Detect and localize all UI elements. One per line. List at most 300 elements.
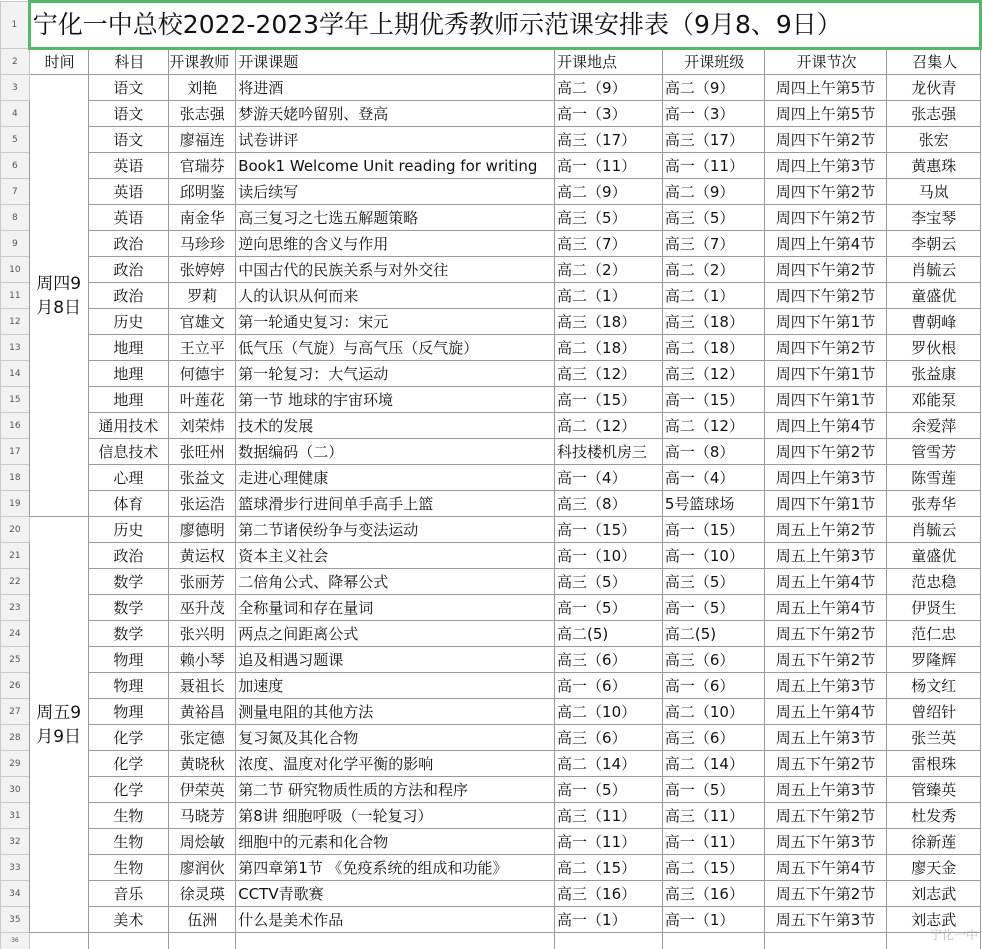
row-number[interactable]: 18 <box>1 465 30 491</box>
topic-cell[interactable]: 浓度、温度对化学平衡的影响 <box>236 751 555 777</box>
location-cell[interactable]: 高三（7） <box>555 231 663 257</box>
subject-cell[interactable]: 信息技术 <box>88 439 169 465</box>
teacher-cell[interactable]: 何德宇 <box>169 361 236 387</box>
class-cell[interactable]: 高一（1） <box>662 907 764 933</box>
period-cell[interactable]: 周四下午第2节 <box>764 205 887 231</box>
row-number[interactable]: 16 <box>1 413 30 439</box>
teacher-cell[interactable]: 叶莲花 <box>169 387 236 413</box>
class-cell[interactable]: 高三（18） <box>662 309 764 335</box>
teacher-cell[interactable]: 巫升茂 <box>169 595 236 621</box>
convener-cell[interactable]: 张寿华 <box>887 491 981 517</box>
subject-cell[interactable]: 地理 <box>88 387 169 413</box>
row-number[interactable]: 12 <box>1 309 30 335</box>
row-number[interactable]: 2 <box>1 49 30 75</box>
period-cell[interactable]: 周四下午第1节 <box>764 361 887 387</box>
period-cell[interactable]: 周五上午第2节 <box>764 517 887 543</box>
subject-cell[interactable]: 数学 <box>88 595 169 621</box>
row-number[interactable]: 33 <box>1 855 30 881</box>
subject-cell[interactable]: 地理 <box>88 335 169 361</box>
teacher-cell[interactable]: 张兴明 <box>169 621 236 647</box>
teacher-cell[interactable]: 张运浩 <box>169 491 236 517</box>
class-cell[interactable]: 高二（9） <box>662 179 764 205</box>
topic-cell[interactable]: Book1 Welcome Unit reading for writing <box>236 153 555 179</box>
location-cell[interactable]: 高二（18） <box>555 335 663 361</box>
location-cell[interactable]: 高二（14） <box>555 751 663 777</box>
location-cell[interactable]: 科技楼机房三 <box>555 439 663 465</box>
row-number[interactable]: 20 <box>1 517 30 543</box>
period-cell[interactable]: 周四下午第2节 <box>764 283 887 309</box>
topic-cell[interactable]: 第二节 研究物质性质的方法和程序 <box>236 777 555 803</box>
period-cell[interactable]: 周五上午第3节 <box>764 543 887 569</box>
period-cell[interactable]: 周五上午第3节 <box>764 725 887 751</box>
teacher-cell[interactable]: 张益文 <box>169 465 236 491</box>
row-number[interactable]: 23 <box>1 595 30 621</box>
row-number[interactable]: 36 <box>1 933 30 949</box>
location-cell[interactable]: 高三（11） <box>555 803 663 829</box>
teacher-cell[interactable]: 邱明鉴 <box>169 179 236 205</box>
period-cell[interactable]: 周四下午第2节 <box>764 257 887 283</box>
subject-cell[interactable]: 化学 <box>88 777 169 803</box>
topic-cell[interactable]: 逆向思维的含义与作用 <box>236 231 555 257</box>
location-cell[interactable]: 高二（10） <box>555 699 663 725</box>
location-cell[interactable]: 高一（11） <box>555 829 663 855</box>
location-cell[interactable]: 高一（10） <box>555 543 663 569</box>
location-cell[interactable]: 高三（5） <box>555 205 663 231</box>
row-number[interactable]: 24 <box>1 621 30 647</box>
header-class[interactable]: 开课班级 <box>662 49 764 75</box>
empty-cell[interactable] <box>662 933 764 949</box>
topic-cell[interactable]: 加速度 <box>236 673 555 699</box>
convener-cell[interactable]: 肖毓云 <box>887 257 981 283</box>
teacher-cell[interactable]: 廖润伙 <box>169 855 236 881</box>
topic-cell[interactable]: 追及相遇习题课 <box>236 647 555 673</box>
teacher-cell[interactable]: 黄裕昌 <box>169 699 236 725</box>
topic-cell[interactable]: 第四章第1节 《免疫系统的组成和功能》 <box>236 855 555 881</box>
convener-cell[interactable]: 杜发秀 <box>887 803 981 829</box>
convener-cell[interactable]: 曾绍针 <box>887 699 981 725</box>
period-cell[interactable]: 周四上午第5节 <box>764 75 887 101</box>
period-cell[interactable]: 周五下午第4节 <box>764 855 887 881</box>
convener-cell[interactable]: 曹朝峰 <box>887 309 981 335</box>
row-number[interactable]: 27 <box>1 699 30 725</box>
topic-cell[interactable]: 读后续写 <box>236 179 555 205</box>
topic-cell[interactable]: 技术的发展 <box>236 413 555 439</box>
location-cell[interactable]: 高二（9） <box>555 75 663 101</box>
table-row <box>1 283 981 309</box>
convener-cell[interactable]: 雷根珠 <box>887 751 981 777</box>
header-time[interactable]: 时间 <box>29 49 88 75</box>
topic-cell[interactable]: 两点之间距离公式 <box>236 621 555 647</box>
row-number[interactable]: 25 <box>1 647 30 673</box>
topic-cell[interactable]: 第一轮复习：大气运动 <box>236 361 555 387</box>
table-row <box>1 673 981 699</box>
class-cell[interactable]: 高二（9） <box>662 75 764 101</box>
header-location[interactable]: 开课地点 <box>555 49 663 75</box>
subject-cell[interactable]: 英语 <box>88 205 169 231</box>
class-cell[interactable]: 高二（12） <box>662 413 764 439</box>
period-cell[interactable]: 周五上午第4节 <box>764 595 887 621</box>
period-cell[interactable]: 周五下午第2节 <box>764 881 887 907</box>
class-cell[interactable]: 高三（12） <box>662 361 764 387</box>
location-cell[interactable]: 高二(5) <box>555 621 663 647</box>
row-number[interactable]: 30 <box>1 777 30 803</box>
location-cell[interactable]: 高三（17） <box>555 127 663 153</box>
convener-cell[interactable]: 杨文红 <box>887 673 981 699</box>
period-cell[interactable]: 周五下午第3节 <box>764 907 887 933</box>
class-cell[interactable]: 高一（15） <box>662 387 764 413</box>
topic-cell[interactable]: 试卷讲评 <box>236 127 555 153</box>
table-row <box>1 517 981 543</box>
class-cell[interactable]: 高一（15） <box>662 517 764 543</box>
convener-cell[interactable]: 徐新莲 <box>887 829 981 855</box>
subject-cell[interactable]: 美术 <box>88 907 169 933</box>
location-cell[interactable]: 高二（1） <box>555 283 663 309</box>
teacher-cell[interactable]: 马珍珍 <box>169 231 236 257</box>
subject-cell[interactable]: 语文 <box>88 127 169 153</box>
class-cell[interactable]: 5号篮球场 <box>662 491 764 517</box>
class-cell[interactable]: 高二（2） <box>662 257 764 283</box>
subject-cell[interactable]: 通用技术 <box>88 413 169 439</box>
subject-cell[interactable]: 化学 <box>88 751 169 777</box>
topic-cell[interactable]: 测量电阻的其他方法 <box>236 699 555 725</box>
class-cell[interactable]: 高三（5） <box>662 569 764 595</box>
period-cell[interactable]: 周四上午第3节 <box>764 153 887 179</box>
convener-cell[interactable]: 管雪芳 <box>887 439 981 465</box>
subject-cell[interactable]: 政治 <box>88 283 169 309</box>
row-number[interactable]: 13 <box>1 335 30 361</box>
teacher-cell[interactable]: 罗莉 <box>169 283 236 309</box>
subject-cell[interactable]: 体育 <box>88 491 169 517</box>
period-cell[interactable]: 周五上午第4节 <box>764 569 887 595</box>
subject-cell[interactable]: 物理 <box>88 647 169 673</box>
row-number[interactable]: 26 <box>1 673 30 699</box>
row-number[interactable]: 6 <box>1 153 30 179</box>
topic-cell[interactable]: 第二节诸侯纷争与变法运动 <box>236 517 555 543</box>
teacher-cell[interactable]: 黄运权 <box>169 543 236 569</box>
topic-cell[interactable]: 中国古代的民族关系与对外交往 <box>236 257 555 283</box>
topic-cell[interactable]: 低气压（气旋）与高气压（反气旋） <box>236 335 555 361</box>
teacher-cell[interactable]: 聂祖长 <box>169 673 236 699</box>
topic-cell[interactable]: 细胞中的元素和化合物 <box>236 829 555 855</box>
topic-cell[interactable]: 梦游天姥吟留别、登高 <box>236 101 555 127</box>
location-cell[interactable]: 高三（6） <box>555 725 663 751</box>
class-cell[interactable]: 高三（7） <box>662 231 764 257</box>
subject-cell[interactable]: 生物 <box>88 855 169 881</box>
convener-cell[interactable]: 龙伙青 <box>887 75 981 101</box>
day-cell[interactable]: 周四9月8日 <box>29 75 88 517</box>
class-cell[interactable]: 高一（4） <box>662 465 764 491</box>
period-cell[interactable]: 周五上午第3节 <box>764 777 887 803</box>
row-number[interactable]: 11 <box>1 283 30 309</box>
topic-cell[interactable]: 第8讲 细胞呼吸（一轮复习） <box>236 803 555 829</box>
row-number[interactable]: 29 <box>1 751 30 777</box>
location-cell[interactable]: 高二（9） <box>555 179 663 205</box>
row-number[interactable]: 17 <box>1 439 30 465</box>
period-cell[interactable]: 周五下午第2节 <box>764 647 887 673</box>
period-cell[interactable]: 周四下午第2节 <box>764 335 887 361</box>
period-cell[interactable]: 周五下午第3节 <box>764 829 887 855</box>
convener-cell[interactable]: 廖天金 <box>887 855 981 881</box>
empty-cell[interactable] <box>169 933 236 949</box>
class-cell[interactable]: 高一（11） <box>662 829 764 855</box>
subject-cell[interactable]: 语文 <box>88 101 169 127</box>
class-cell[interactable]: 高二（15） <box>662 855 764 881</box>
topic-cell[interactable]: 复习氮及其化合物 <box>236 725 555 751</box>
table-row <box>1 413 981 439</box>
convener-cell[interactable]: 李朝云 <box>887 231 981 257</box>
period-cell[interactable]: 周四上午第4节 <box>764 413 887 439</box>
teacher-cell[interactable]: 廖德明 <box>169 517 236 543</box>
convener-cell[interactable]: 范忠稳 <box>887 569 981 595</box>
period-cell[interactable]: 周五上午第4节 <box>764 699 887 725</box>
table-row <box>1 543 981 569</box>
convener-cell[interactable]: 刘志武 <box>887 907 981 933</box>
day-cell[interactable]: 周五9月9日 <box>29 517 88 933</box>
teacher-cell[interactable]: 黄晓秋 <box>169 751 236 777</box>
class-cell[interactable]: 高一（5） <box>662 595 764 621</box>
teacher-cell[interactable]: 张旺州 <box>169 439 236 465</box>
subject-cell[interactable]: 政治 <box>88 231 169 257</box>
topic-cell[interactable]: 第一轮通史复习：宋元 <box>236 309 555 335</box>
convener-cell[interactable]: 李宝琴 <box>887 205 981 231</box>
class-cell[interactable]: 高一（6） <box>662 673 764 699</box>
row-number[interactable]: 8 <box>1 205 30 231</box>
location-cell[interactable]: 高三（5） <box>555 569 663 595</box>
period-cell[interactable]: 周四下午第2节 <box>764 179 887 205</box>
row-number[interactable]: 1 <box>1 2 30 49</box>
class-cell[interactable]: 高二（10） <box>662 699 764 725</box>
header-subject[interactable]: 科目 <box>88 49 169 75</box>
convener-cell[interactable]: 张益康 <box>887 361 981 387</box>
class-cell[interactable]: 高三（6） <box>662 725 764 751</box>
teacher-cell[interactable]: 伊荣英 <box>169 777 236 803</box>
subject-cell[interactable]: 数学 <box>88 621 169 647</box>
page-title[interactable]: 宁化一中总校2022-2023学年上期优秀教师示范课安排表（9月8、9日） <box>29 2 980 49</box>
class-cell[interactable]: 高二（18） <box>662 335 764 361</box>
convener-cell[interactable]: 马岚 <box>887 179 981 205</box>
class-cell[interactable]: 高一（8） <box>662 439 764 465</box>
subject-cell[interactable]: 语文 <box>88 75 169 101</box>
topic-cell[interactable]: 人的认识从何而来 <box>236 283 555 309</box>
class-cell[interactable]: 高一（10） <box>662 543 764 569</box>
convener-cell[interactable]: 陈雪莲 <box>887 465 981 491</box>
location-cell[interactable]: 高二（12） <box>555 413 663 439</box>
row-number[interactable]: 35 <box>1 907 30 933</box>
topic-cell[interactable]: 全称量词和存在量词 <box>236 595 555 621</box>
row-number[interactable]: 31 <box>1 803 30 829</box>
row-number[interactable]: 7 <box>1 179 30 205</box>
empty-cell[interactable] <box>555 933 663 949</box>
convener-cell[interactable]: 罗隆辉 <box>887 647 981 673</box>
convener-cell[interactable]: 张志强 <box>887 101 981 127</box>
empty-cell[interactable] <box>29 933 88 949</box>
teacher-cell[interactable]: 南金华 <box>169 205 236 231</box>
period-cell[interactable]: 周四下午第2节 <box>764 439 887 465</box>
teacher-cell[interactable]: 刘荣炜 <box>169 413 236 439</box>
table-row <box>1 881 981 907</box>
location-cell[interactable]: 高一（15） <box>555 517 663 543</box>
table-row <box>1 491 981 517</box>
convener-cell[interactable]: 童盛优 <box>887 543 981 569</box>
subject-cell[interactable]: 物理 <box>88 673 169 699</box>
convener-cell[interactable]: 黄惠珠 <box>887 153 981 179</box>
period-cell[interactable]: 周四下午第1节 <box>764 309 887 335</box>
table-row <box>1 855 981 881</box>
row-number[interactable]: 5 <box>1 127 30 153</box>
teacher-cell[interactable]: 张婷婷 <box>169 257 236 283</box>
location-cell[interactable]: 高一（6） <box>555 673 663 699</box>
subject-cell[interactable]: 历史 <box>88 309 169 335</box>
teacher-cell[interactable]: 刘艳 <box>169 75 236 101</box>
subject-cell[interactable]: 数学 <box>88 569 169 595</box>
row-number[interactable]: 22 <box>1 569 30 595</box>
topic-cell[interactable]: 资本主义社会 <box>236 543 555 569</box>
title-row <box>1 2 981 49</box>
empty-cell[interactable] <box>764 933 887 949</box>
class-cell[interactable]: 高一（5） <box>662 777 764 803</box>
subject-cell[interactable]: 音乐 <box>88 881 169 907</box>
class-cell[interactable]: 高一（11） <box>662 153 764 179</box>
topic-cell[interactable]: 高三复习之七选五解题策略 <box>236 205 555 231</box>
topic-cell[interactable]: 篮球滑步行进间单手高手上篮 <box>236 491 555 517</box>
location-cell[interactable]: 高三（16） <box>555 881 663 907</box>
location-cell[interactable]: 高一（4） <box>555 465 663 491</box>
class-cell[interactable]: 高二（14） <box>662 751 764 777</box>
period-cell[interactable]: 周四上午第4节 <box>764 231 887 257</box>
subject-cell[interactable]: 化学 <box>88 725 169 751</box>
convener-cell[interactable]: 伊贤生 <box>887 595 981 621</box>
convener-cell[interactable]: 范仁忠 <box>887 621 981 647</box>
convener-cell[interactable]: 刘志武 <box>887 881 981 907</box>
location-cell[interactable]: 高一（1） <box>555 907 663 933</box>
period-cell[interactable]: 周四下午第1节 <box>764 387 887 413</box>
convener-cell[interactable]: 邓能泵 <box>887 387 981 413</box>
row-number[interactable]: 15 <box>1 387 30 413</box>
row-number[interactable]: 9 <box>1 231 30 257</box>
convener-cell[interactable]: 余爱萍 <box>887 413 981 439</box>
convener-cell[interactable]: 罗伙根 <box>887 335 981 361</box>
watermark: 宁化一中 <box>930 926 978 943</box>
table-row <box>1 803 981 829</box>
teacher-cell[interactable]: 马晓芳 <box>169 803 236 829</box>
header-row <box>1 49 981 75</box>
row-number[interactable]: 32 <box>1 829 30 855</box>
teacher-cell[interactable]: 廖福连 <box>169 127 236 153</box>
subject-cell[interactable]: 政治 <box>88 543 169 569</box>
teacher-cell[interactable]: 周烩敏 <box>169 829 236 855</box>
row-number[interactable]: 14 <box>1 361 30 387</box>
convener-cell[interactable]: 张宏 <box>887 127 981 153</box>
class-cell[interactable]: 高三（11） <box>662 803 764 829</box>
convener-cell[interactable]: 童盛优 <box>887 283 981 309</box>
class-cell[interactable]: 高三（16） <box>662 881 764 907</box>
location-cell[interactable]: 高三（8） <box>555 491 663 517</box>
class-cell[interactable]: 高二(5) <box>662 621 764 647</box>
topic-cell[interactable]: 二倍角公式、降幂公式 <box>236 569 555 595</box>
subject-cell[interactable]: 生物 <box>88 803 169 829</box>
teacher-cell[interactable]: 伍洲 <box>169 907 236 933</box>
topic-cell[interactable]: 数据编码（二） <box>236 439 555 465</box>
teacher-cell[interactable]: 官雄文 <box>169 309 236 335</box>
teacher-cell[interactable]: 张定德 <box>169 725 236 751</box>
period-cell[interactable]: 周四上午第3节 <box>764 465 887 491</box>
class-cell[interactable]: 高三（5） <box>662 205 764 231</box>
teacher-cell[interactable]: 王立平 <box>169 335 236 361</box>
subject-cell[interactable]: 政治 <box>88 257 169 283</box>
empty-cell[interactable] <box>236 933 555 949</box>
topic-cell[interactable]: 什么是美术作品 <box>236 907 555 933</box>
location-cell[interactable]: 高一（3） <box>555 101 663 127</box>
convener-cell[interactable]: 张兰英 <box>887 725 981 751</box>
subject-cell[interactable]: 历史 <box>88 517 169 543</box>
table-row <box>1 335 981 361</box>
row-number[interactable]: 4 <box>1 101 30 127</box>
class-cell[interactable]: 高三（17） <box>662 127 764 153</box>
location-cell[interactable]: 高一（5） <box>555 595 663 621</box>
subject-cell[interactable]: 心理 <box>88 465 169 491</box>
topic-cell[interactable]: 走进心理健康 <box>236 465 555 491</box>
convener-cell[interactable]: 管臻英 <box>887 777 981 803</box>
row-number[interactable]: 3 <box>1 75 30 101</box>
convener-cell[interactable]: 肖毓云 <box>887 517 981 543</box>
subject-cell[interactable]: 生物 <box>88 829 169 855</box>
header-topic[interactable]: 开课课题 <box>236 49 555 75</box>
row-number[interactable]: 28 <box>1 725 30 751</box>
teacher-cell[interactable]: 张志强 <box>169 101 236 127</box>
class-cell[interactable]: 高一（3） <box>662 101 764 127</box>
topic-cell[interactable]: 第一节 地球的宇宙环境 <box>236 387 555 413</box>
table-row <box>1 361 981 387</box>
topic-cell[interactable]: CCTV青歌赛 <box>236 881 555 907</box>
period-cell[interactable]: 周五下午第2节 <box>764 803 887 829</box>
teacher-cell[interactable]: 官瑞芬 <box>169 153 236 179</box>
period-cell[interactable]: 周五下午第2节 <box>764 621 887 647</box>
period-cell[interactable]: 周五上午第3节 <box>764 673 887 699</box>
subject-cell[interactable]: 地理 <box>88 361 169 387</box>
location-cell[interactable]: 高二（2） <box>555 257 663 283</box>
class-cell[interactable]: 高二（1） <box>662 283 764 309</box>
teacher-cell[interactable]: 张丽芳 <box>169 569 236 595</box>
row-number[interactable]: 19 <box>1 491 30 517</box>
period-cell[interactable]: 周五下午第2节 <box>764 751 887 777</box>
period-cell[interactable]: 周四下午第2节 <box>764 127 887 153</box>
row-number[interactable]: 10 <box>1 257 30 283</box>
period-cell[interactable]: 周四下午第1节 <box>764 491 887 517</box>
subject-cell[interactable]: 英语 <box>88 153 169 179</box>
location-cell[interactable]: 高三（18） <box>555 309 663 335</box>
location-cell[interactable]: 高一（15） <box>555 387 663 413</box>
location-cell[interactable]: 高一（5） <box>555 777 663 803</box>
location-cell[interactable]: 高三（6） <box>555 647 663 673</box>
class-cell[interactable]: 高三（6） <box>662 647 764 673</box>
header-teacher[interactable]: 开课教师 <box>169 49 236 75</box>
empty-cell[interactable] <box>88 933 169 949</box>
teacher-cell[interactable]: 赖小琴 <box>169 647 236 673</box>
subject-cell[interactable]: 物理 <box>88 699 169 725</box>
header-period[interactable]: 开课节次 <box>764 49 887 75</box>
row-number[interactable]: 21 <box>1 543 30 569</box>
header-convener[interactable]: 召集人 <box>887 49 981 75</box>
location-cell[interactable]: 高一（11） <box>555 153 663 179</box>
topic-cell[interactable]: 将进酒 <box>236 75 555 101</box>
location-cell[interactable]: 高三（12） <box>555 361 663 387</box>
table-row <box>1 231 981 257</box>
subject-cell[interactable]: 英语 <box>88 179 169 205</box>
row-number[interactable]: 34 <box>1 881 30 907</box>
period-cell[interactable]: 周四上午第5节 <box>764 101 887 127</box>
location-cell[interactable]: 高二（15） <box>555 855 663 881</box>
teacher-cell[interactable]: 徐灵瑛 <box>169 881 236 907</box>
